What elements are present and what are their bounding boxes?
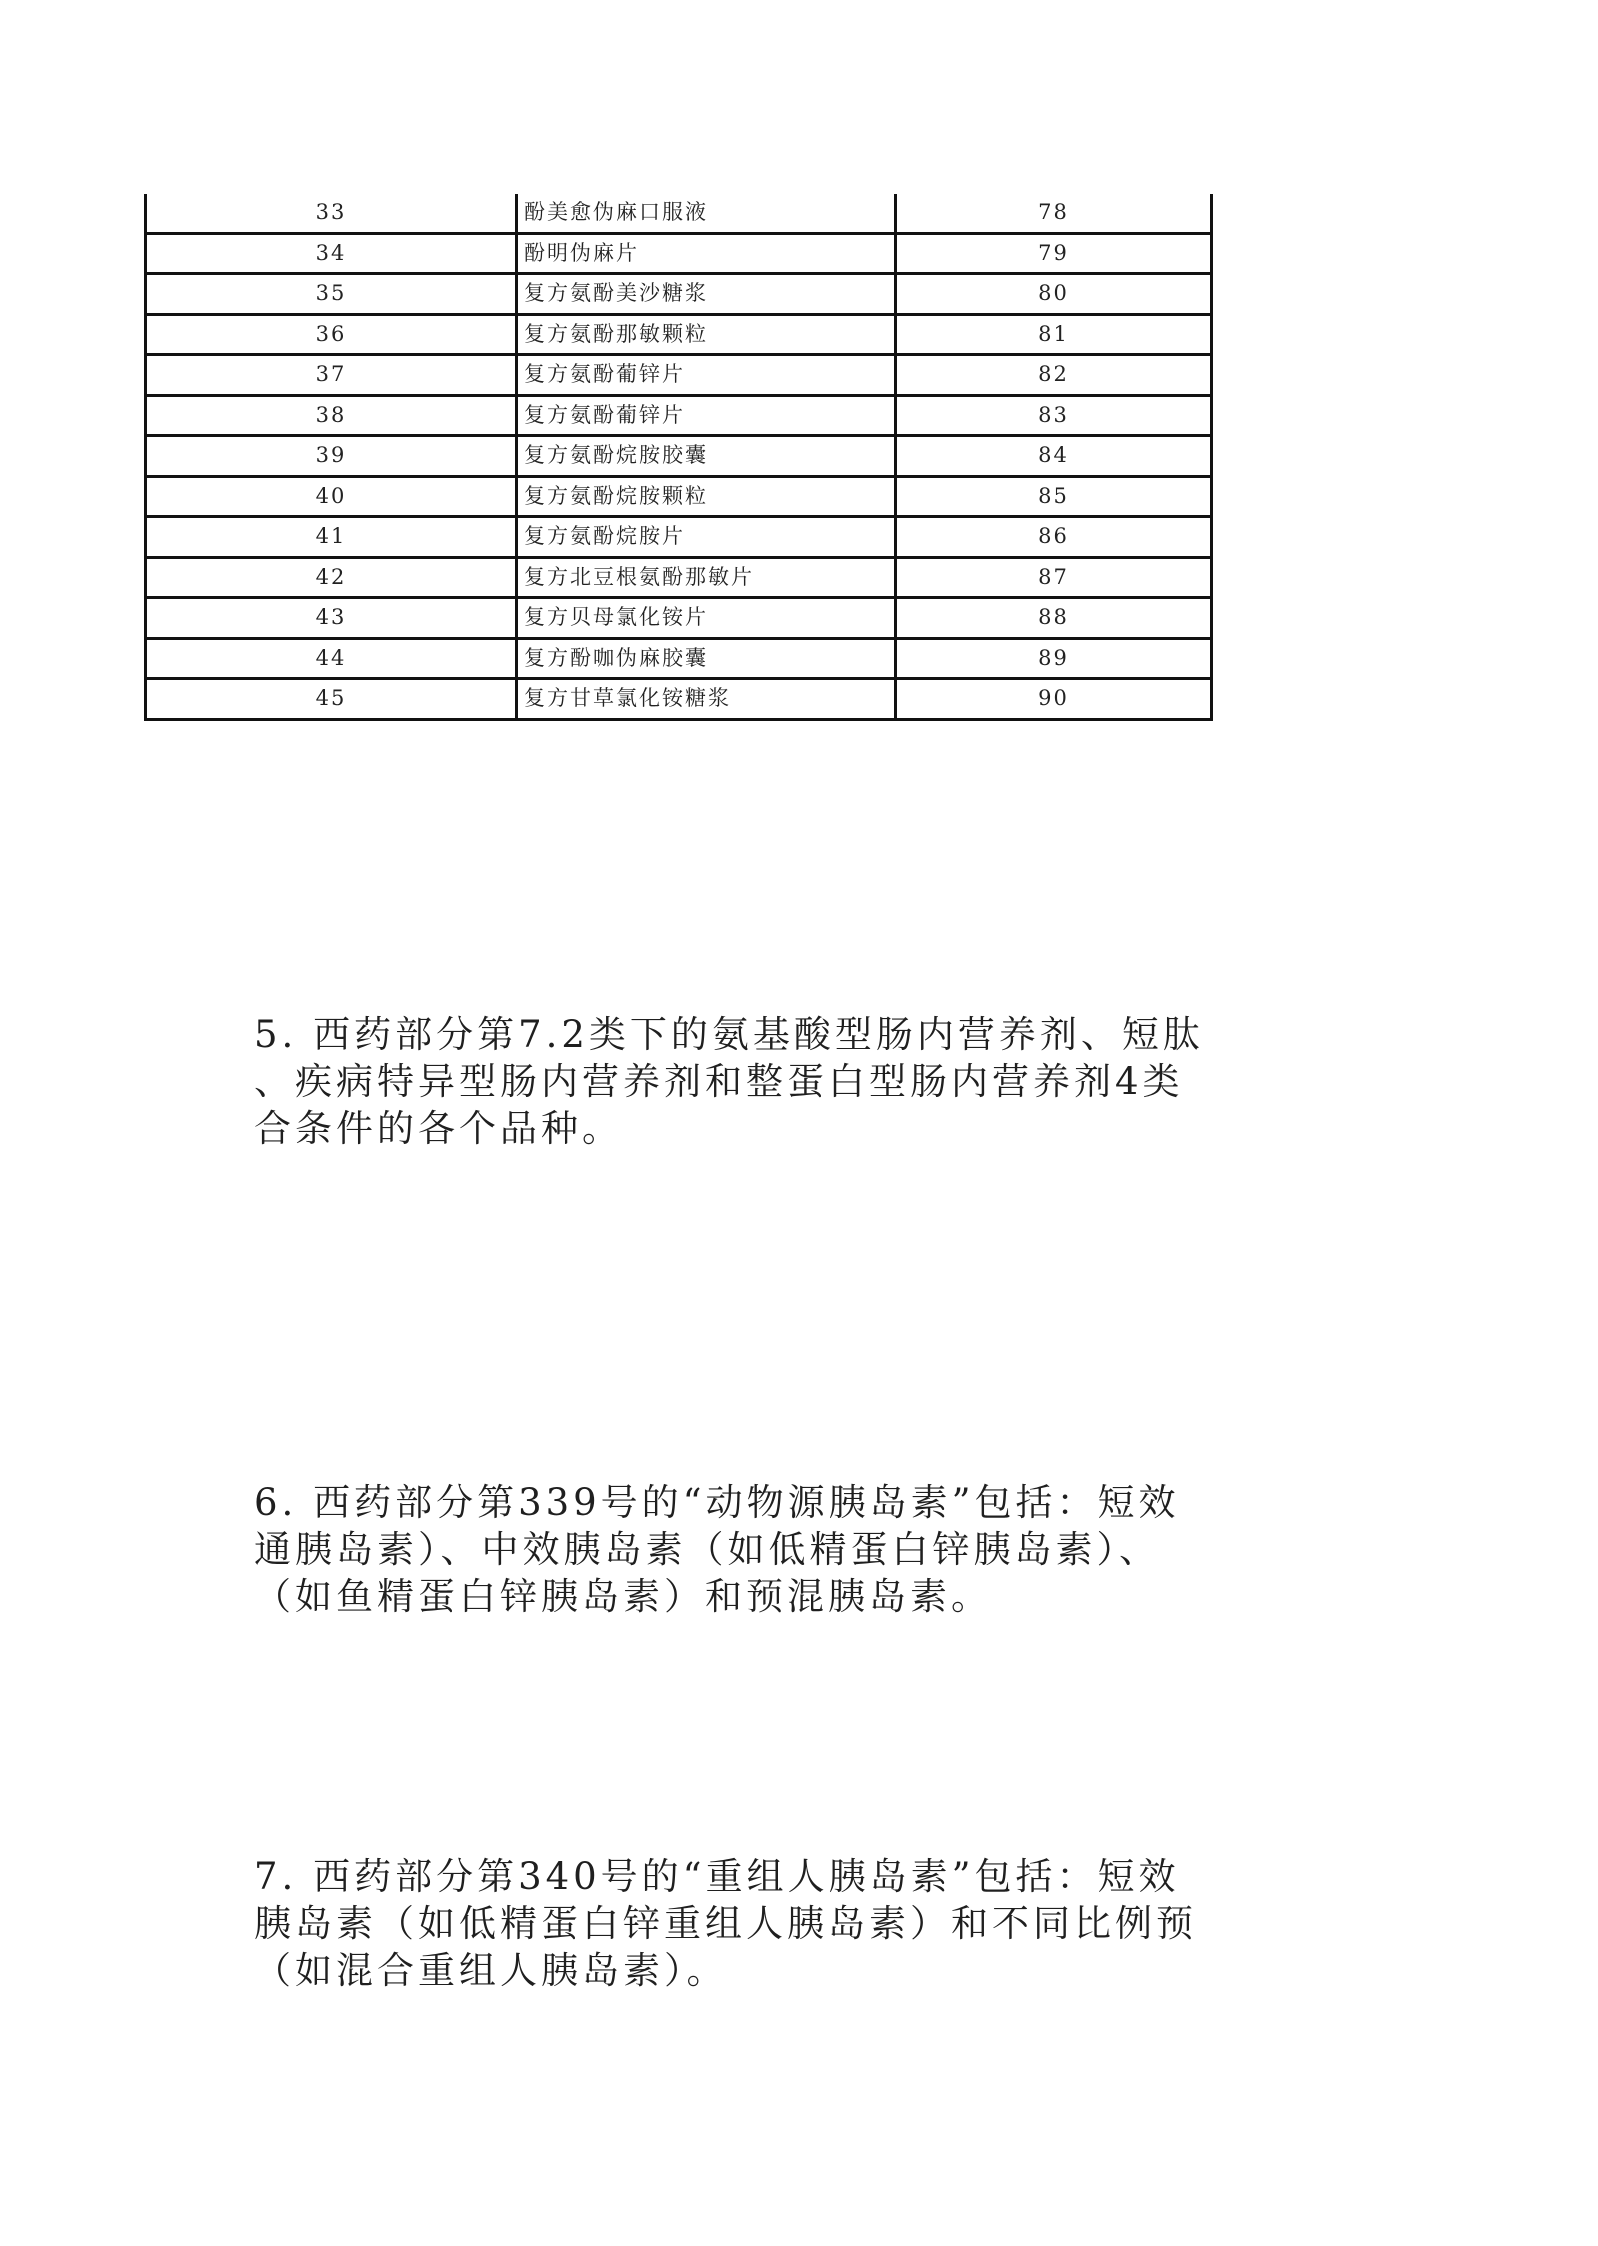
- drug-name-cell: 复方酚咖伪麻胶囊: [517, 638, 896, 679]
- note-line: 6. 西药部分第339号的“动物源胰岛素”包括：短效: [254, 1481, 1180, 1524]
- drug-name-cell: 复方氨酚美沙糖浆: [517, 274, 896, 315]
- reference-number-cell: 87: [896, 557, 1212, 598]
- row-number-cell: 33: [146, 194, 517, 233]
- row-number-cell: 39: [146, 436, 517, 477]
- reference-number-cell: 88: [896, 598, 1212, 639]
- reference-number-cell: 85: [896, 476, 1212, 517]
- row-number-cell: 37: [146, 355, 517, 396]
- drug-name-cell: 复方氨酚烷胺胶囊: [517, 436, 896, 477]
- table-row: [146, 436, 1212, 477]
- reference-number-cell: 84: [896, 436, 1212, 477]
- drug-name-cell: 复方贝母氯化铵片: [517, 598, 896, 639]
- drug-name-cell: 复方氨酚烷胺片: [517, 517, 896, 558]
- note-line: 通胰岛素）、中效胰岛素（如低精蛋白锌胰岛素）、: [254, 1528, 1160, 1571]
- note-6-paragraph: [254, 1479, 1212, 1620]
- note-line: （如鱼精蛋白锌胰岛素）和预混胰岛素。: [254, 1575, 992, 1618]
- drug-list-table: [144, 194, 1213, 721]
- drug-list-table-body: [146, 194, 1212, 719]
- note-line: 胰岛素（如低精蛋白锌重组人胰岛素）和不同比例预: [254, 1902, 1197, 1945]
- table-row: [146, 557, 1212, 598]
- drug-name-cell: 复方氨酚葡锌片: [517, 395, 896, 436]
- reference-number-cell: 80: [896, 274, 1212, 315]
- note-7-paragraph: [254, 1853, 1212, 1994]
- row-number-cell: 43: [146, 598, 517, 639]
- reference-number-cell: 89: [896, 638, 1212, 679]
- note-line: 合条件的各个品种。: [254, 1107, 623, 1150]
- table-row: [146, 355, 1212, 396]
- reference-number-cell: 81: [896, 314, 1212, 355]
- reference-number-cell: 83: [896, 395, 1212, 436]
- table-row: [146, 517, 1212, 558]
- reference-number-cell: 90: [896, 679, 1212, 720]
- table-row: [146, 476, 1212, 517]
- note-line: 7. 西药部分第340号的“重组人胰岛素”包括：短效: [254, 1855, 1180, 1898]
- reference-number-cell: 86: [896, 517, 1212, 558]
- drug-name-cell: 复方甘草氯化铵糖浆: [517, 679, 896, 720]
- drug-name-cell: 酚明伪麻片: [517, 233, 896, 274]
- row-number-cell: 35: [146, 274, 517, 315]
- drug-name-cell: 复方北豆根氨酚那敏片: [517, 557, 896, 598]
- row-number-cell: 36: [146, 314, 517, 355]
- note-5-paragraph: [254, 1011, 1212, 1152]
- table-row: [146, 638, 1212, 679]
- drug-name-cell: 复方氨酚那敏颗粒: [517, 314, 896, 355]
- row-number-cell: 45: [146, 679, 517, 720]
- table-row: [146, 194, 1212, 233]
- row-number-cell: 42: [146, 557, 517, 598]
- table-row: [146, 274, 1212, 315]
- table-row: [146, 314, 1212, 355]
- note-line: 、疾病特异型肠内营养剂和整蛋白型肠内营养剂4类: [254, 1060, 1184, 1103]
- reference-number-cell: 79: [896, 233, 1212, 274]
- reference-number-cell: 82: [896, 355, 1212, 396]
- table-row: [146, 679, 1212, 720]
- row-number-cell: 38: [146, 395, 517, 436]
- table-row: [146, 395, 1212, 436]
- row-number-cell: 44: [146, 638, 517, 679]
- note-line: 5. 西药部分第7.2类下的氨基酸型肠内营养剂、短肽: [254, 1013, 1204, 1056]
- drug-name-cell: 复方氨酚烷胺颗粒: [517, 476, 896, 517]
- row-number-cell: 40: [146, 476, 517, 517]
- row-number-cell: 34: [146, 233, 517, 274]
- row-number-cell: 41: [146, 517, 517, 558]
- note-line: （如混合重组人胰岛素）。: [254, 1949, 728, 1992]
- drug-name-cell: 复方氨酚葡锌片: [517, 355, 896, 396]
- drug-name-cell: 酚美愈伪麻口服液: [517, 194, 896, 233]
- table-row: [146, 233, 1212, 274]
- table-row: [146, 598, 1212, 639]
- reference-number-cell: 78: [896, 194, 1212, 233]
